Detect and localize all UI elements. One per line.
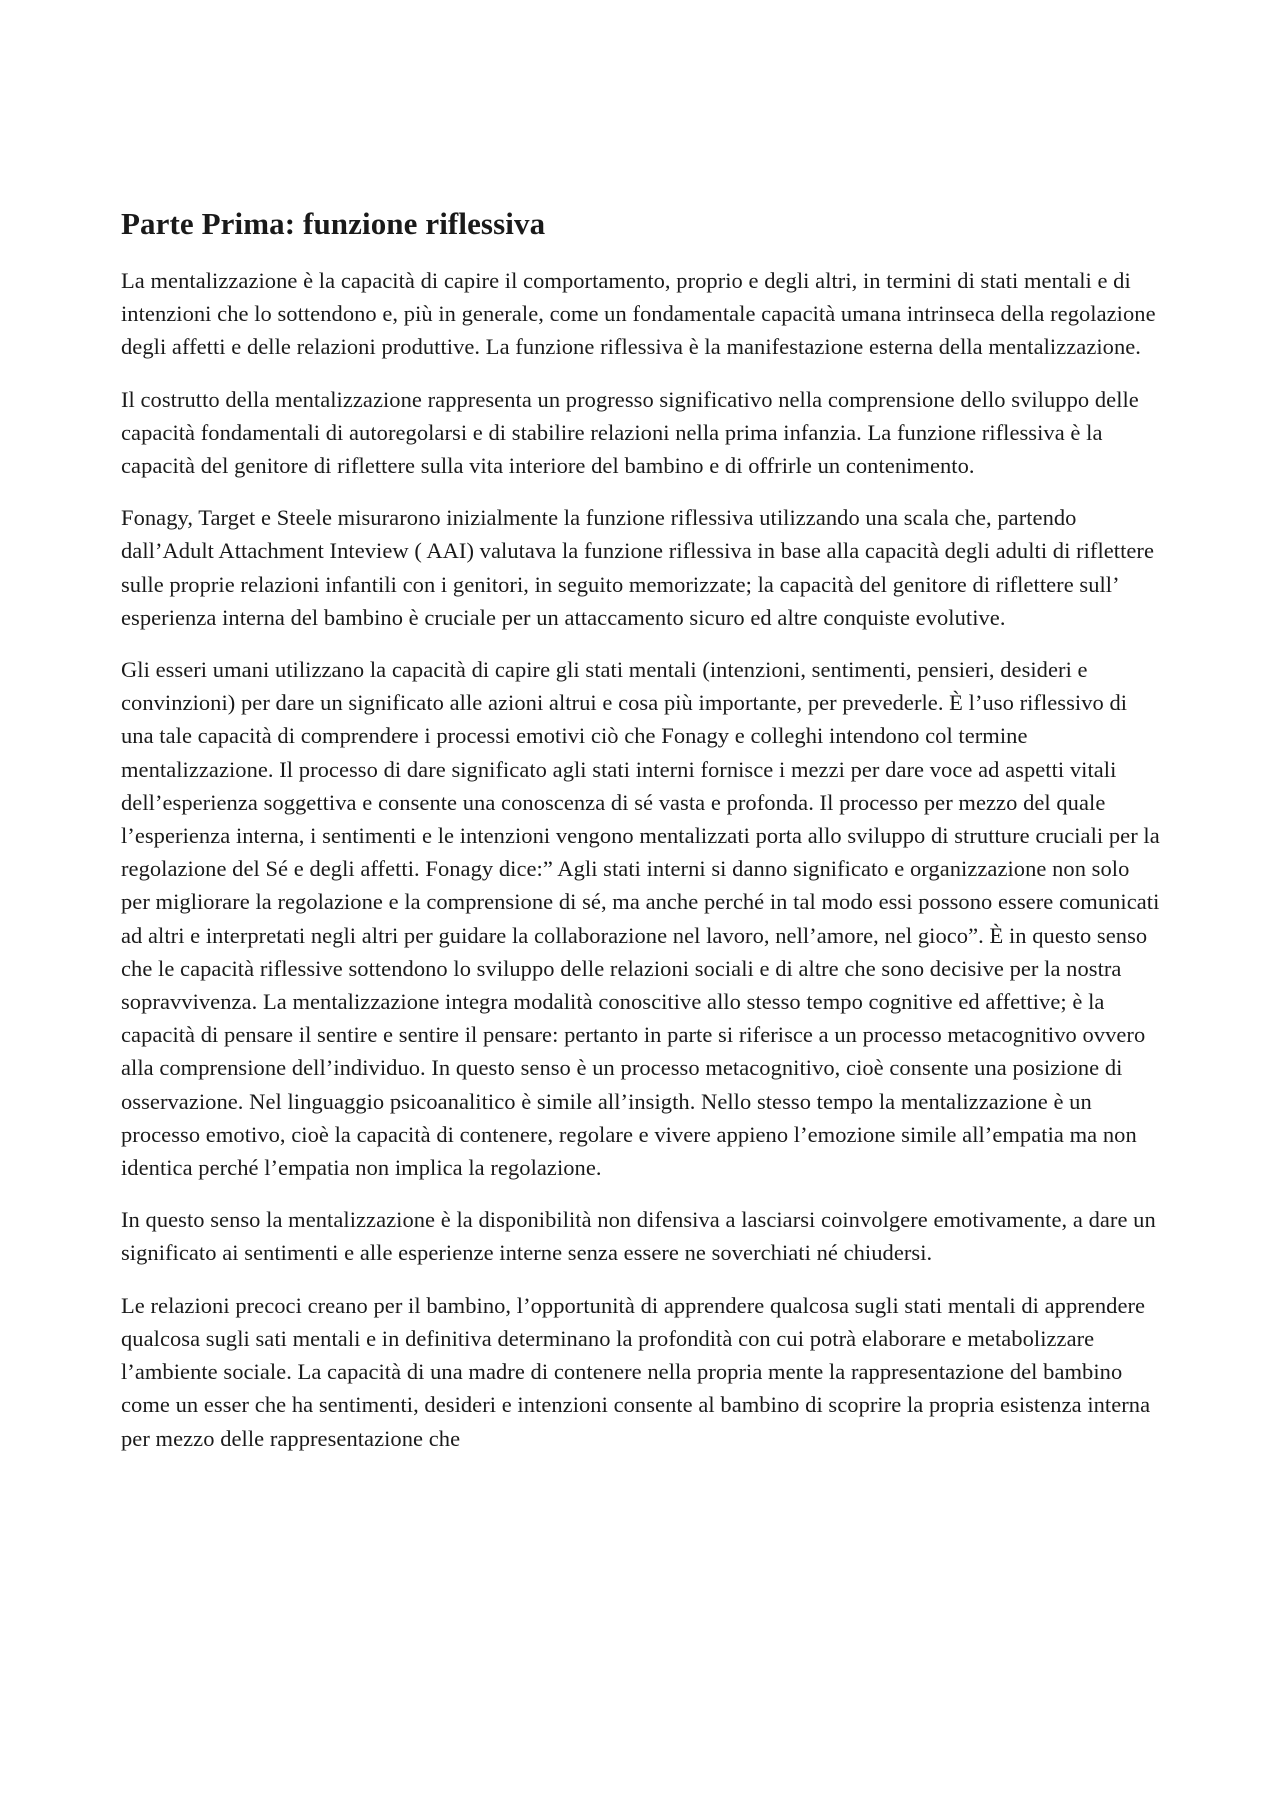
paragraph-fonagy-aai: Fonagy, Target e Steele misurarono inizialmente la funzione riflessiva utilizzando una scala che, partendo dall’Adult Attachment Inteview ( AAI) valutava la funzione riflessiva in base alla capacità degli adulti di riflettere sulle proprie relazioni infantili con i genitori, in seguito memorizzate; la capacità del genitore di riflettere sull’ esperienza interna del bambino è cruciale per un attaccamento sicuro ed altre conquiste evolutive. (121, 505, 1155, 630)
paragraph-mentalizzazione-definizione: La mentalizzazione è la capacità di capire il comportamento, proprio e degli altri, in termini di stati mentali e di intenzioni che lo sottendono e, più in generale, come un fondamentale capacità umana intrinseca della regolazione degli affetti e delle relazioni produttive. La funzione riflessiva è la manifestazione esterna della mentalizzazione. (121, 268, 1156, 360)
section-heading: Parte Prima: funzione riflessiva (121, 206, 546, 241)
paragraph-stati-mentali: Gli esseri umani utilizzano la capacità di capire gli stati mentali (intenzioni, sentimenti, pensieri, desideri e convinzioni) per dare un significato alle azioni altrui e cosa più importante, per prevederle. È l’uso riflessivo di una tale capacità di comprendere i processi emotivi ciò che Fonagy e colleghi intendono col termine mentalizzazione. Il processo di dare significato agli stati interni fornisce i mezzi per dare voce ad aspetti vitali dell’esperienza soggettiva e consente una conoscenza di sé vasta e profonda. Il processo per mezzo del quale l’esperienza interna, i sentimenti e le intenzioni vengono mentalizzati porta allo sviluppo di strutture cruciali per la regolazione del Sé e degli affetti. Fonagy dice:” Agli stati interni si danno significato e organizzazione non solo per migliorare la regolazione e la comprensione di sé, ma anche perché in tal modo essi possono essere comunicati ad altri e interpretati negli altri per guidare la collaborazione nel lavoro, nell’amore, nel gioco”. È in questo senso che le capacità riflessive sottendono lo sviluppo delle relazioni sociali e di altre che sono decisive per la nostra sopravvivenza. La mentalizzazione integra modalità conoscitive allo stesso tempo cognitive ed affettive; è la capacità di pensare il sentire e sentire il pensare: pertanto in parte si riferisce a un processo metacognitivo ovvero alla comprensione dell’individuo. In questo senso è un processo metacognitivo, cioè consente una posizione di osservazione. Nel linguaggio psicoanalitico è simile all’insigth. Nello stesso tempo la mentalizzazione è un processo emotivo, cioè la capacità di contenere, regolare e vivere appieno l’emozione simile all’empatia ma non identica perché l’empatia non implica la regolazione. (121, 657, 1160, 1181)
paragraph-costrutto: Il costrutto della mentalizzazione rappresenta un progresso significativo nella comprensione dello sviluppo delle capacità fondamentali di autoregolarsi e di stabilire relazioni nella prima infanzia. La funzione riflessiva è la capacità del genitore di riflettere sulla vita interiore del bambino e di offrirle un contenimento. (121, 386, 1139, 479)
document-body (121, 204, 1161, 1474)
paragraph-disponibilita: In questo senso la mentalizzazione è la disponibilità non difensiva a lasciarsi coinvolgere emotivamente, a dare un significato ai sentimenti e alle esperienze interne senza essere ne soverchiati né chiudersi. (121, 1207, 1156, 1266)
paragraph-relazioni-precoci: Le relazioni precoci creano per il bambino, l’opportunità di apprendere qualcosa sugli stati mentali di apprendere qualcosa sugli sati mentali e in definitiva determinano la profondità con cui potrà elaborare e metabolizzare l’ambiente sociale. La capacità di una madre di contenere nella propria mente la rappresentazione del bambino come un esser che ha sentimenti, desideri e intenzioni consente al bambino di scoprire la propria esistenza interna per mezzo delle rappresentazione che (121, 1292, 1151, 1451)
